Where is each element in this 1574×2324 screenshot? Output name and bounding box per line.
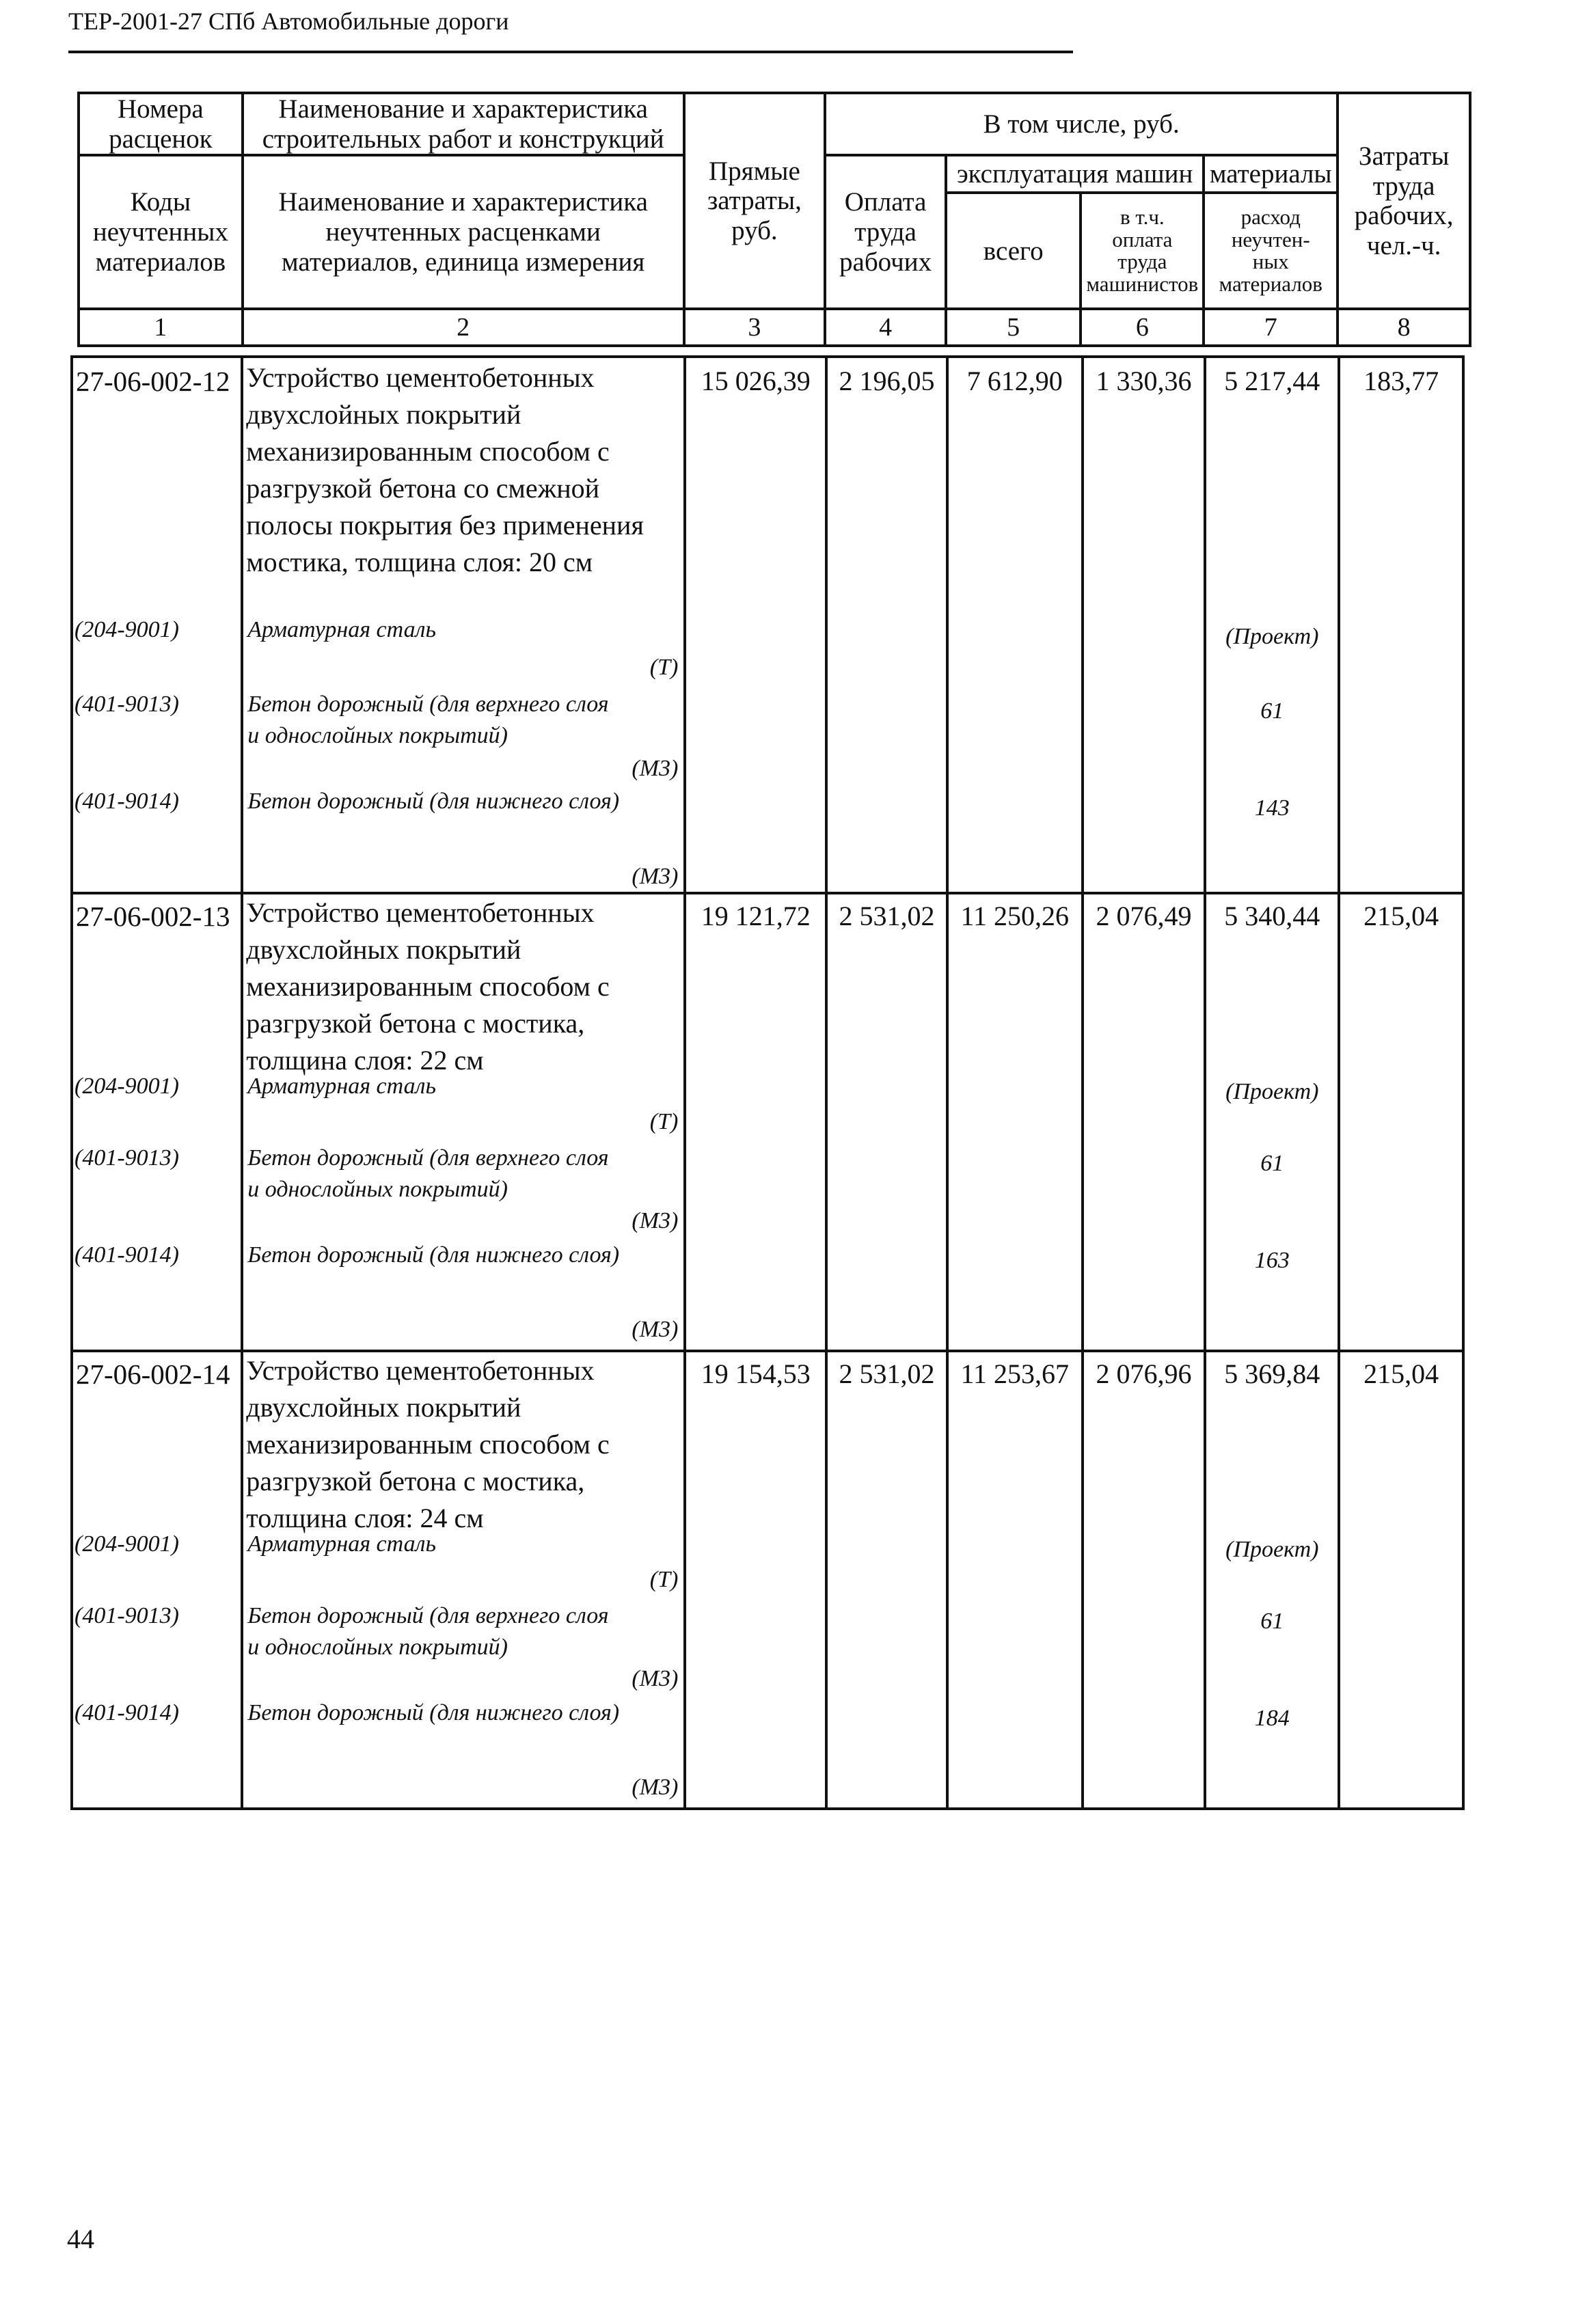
rate-code: 27-06-002-12 [76,366,230,397]
column-number: 1 [79,309,243,346]
material-unit: (М3) [632,1775,679,1800]
material-name: Бетон дорожный (для верхнего слоя и однослойных покрытий) [247,1145,609,1202]
material-code: (401-9014) [74,789,179,814]
material-qty: 184 [1254,1706,1290,1731]
column-number: 4 [825,309,946,346]
col6-heading: в т.ч. оплата труда машинистов [1081,193,1204,309]
column-number: 3 [684,309,826,346]
col3-heading: Прямые затраты, руб. [684,93,826,309]
machines-total-cell: 11 250,26 [947,893,1083,1351]
code-cell [72,893,242,1351]
materials-cell: 5 369,84 (Проект) 61 184 [1205,1351,1339,1809]
material-code: (401-9014) [74,1242,179,1268]
col1-bottom-heading: Коды неучтенных материалов [79,155,243,309]
materials-cell: 5 217,44 (Проект) 61 143 [1205,357,1339,893]
machines-total-cell: 11 253,67 [947,1351,1083,1809]
table-row [72,1351,1463,1809]
material-name: Бетон дорожный (для нижнего слоя) [247,789,620,814]
name-cell [242,1351,685,1809]
material-qty: (Проект) [1225,624,1319,649]
wages-cell: 2 531,02 [826,1351,947,1809]
col1-top-heading: Номера расценок [79,93,243,155]
material-qty: (Проект) [1225,1537,1319,1562]
column-number: 5 [946,309,1081,346]
col4-heading: Оплата труда рабочих [825,155,946,309]
labor-cell: 215,04 [1339,893,1463,1351]
material-qty: 61 [1260,1609,1284,1634]
material-code: (401-9013) [74,1603,179,1628]
running-title: ТЕР-2001-27 СПб Автомобильные дороги [68,8,509,35]
column-number: 6 [1081,309,1204,346]
code-cell [72,1351,242,1809]
labor-cell: 215,04 [1339,1351,1463,1809]
work-name: Устройство цементобетонных двухслойных покрытий механизированным способом с разгрузкой бетона с мостика, толщина слоя: 22 см [246,897,610,1076]
material-unit: (Т) [649,1109,679,1134]
material-code: (401-9014) [74,1700,179,1725]
wages-cell: 2 531,02 [826,893,947,1351]
name-cell [242,357,685,893]
material-code: (401-9013) [74,692,179,717]
table-header [77,92,1471,347]
material-code: (204-9001) [74,617,179,642]
material-qty: 143 [1254,795,1290,821]
machinists-wages-cell: 2 076,49 [1083,893,1206,1351]
material-unit: (М3) [632,756,679,781]
col7-heading: расход неучтен- ных материалов [1204,193,1338,309]
materials-cell: 5 340,44 (Проект) 61 163 [1205,893,1339,1351]
material-name: Бетон дорожный (для нижнего слоя) [247,1242,620,1268]
material-qty: 61 [1260,698,1284,724]
material-unit: (М3) [632,1317,679,1342]
material-name: Бетон дорожный (для верхнего слоя и однослойных покрытий) [247,1603,609,1660]
table-row [72,893,1463,1351]
column-number: 8 [1338,309,1470,346]
material-unit: (М3) [632,864,679,889]
direct-cost-cell: 19 121,72 [685,893,826,1351]
material-unit: (М3) [632,1666,679,1691]
direct-cost-cell: 19 154,53 [685,1351,826,1809]
direct-cost-cell: 15 026,39 [685,357,826,893]
col2-bottom-heading: Наименование и характеристика неучтенных расценками материалов, единица измерения [243,155,684,309]
column-number: 2 [243,309,684,346]
material-unit: (М3) [632,1208,679,1233]
header-rule [68,51,1073,53]
col8-heading: Затраты труда рабочих, чел.-ч. [1338,93,1470,309]
col5-heading: всего [946,193,1081,309]
machines-heading: эксплуатация машин [946,155,1204,193]
material-unit: (Т) [649,1567,679,1592]
code-cell [72,357,242,893]
page-number: 44 [67,2224,94,2254]
name-cell [242,893,685,1351]
rate-code: 27-06-002-13 [76,901,230,932]
machines-total-cell: 7 612,90 [947,357,1083,893]
material-name: Бетон дорожный (для нижнего слоя) [247,1700,620,1725]
table-body [70,355,1465,1810]
work-name: Устройство цементобетонных двухслойных покрытий механизированным способом с разгрузкой бетона с мостика, толщина слоя: 24 см [246,1355,610,1533]
material-qty: 163 [1254,1248,1290,1273]
wages-cell: 2 196,05 [826,357,947,893]
material-code: (401-9013) [74,1145,179,1171]
materials-heading: материалы [1204,155,1338,193]
machinists-wages-cell: 2 076,96 [1083,1351,1206,1809]
material-unit: (Т) [649,655,679,680]
column-number: 7 [1204,309,1338,346]
material-name: Арматурная сталь [247,1074,436,1099]
table-row [72,357,1463,893]
material-name: Арматурная сталь [247,617,436,642]
material-qty: (Проект) [1225,1079,1319,1104]
material-name: Бетон дорожный (для верхнего слоя и однослойных покрытий) [247,692,609,748]
work-name: Устройство цементобетонных двухслойных покрытий механизированным способом с разгрузкой бетона со смежной полосы покрытия без применения мостика, толщина слоя: 20 см [246,362,644,577]
col2-top-heading: Наименование и характеристика строительных работ и конструкций [243,93,684,155]
group-heading: В том числе, руб. [825,93,1338,155]
material-code: (204-9001) [74,1074,179,1099]
material-name: Арматурная сталь [247,1531,436,1557]
material-code: (204-9001) [74,1531,179,1557]
rate-code: 27-06-002-14 [76,1358,230,1390]
machinists-wages-cell: 1 330,36 [1083,357,1206,893]
material-qty: 61 [1260,1151,1284,1176]
labor-cell: 183,77 [1339,357,1463,893]
